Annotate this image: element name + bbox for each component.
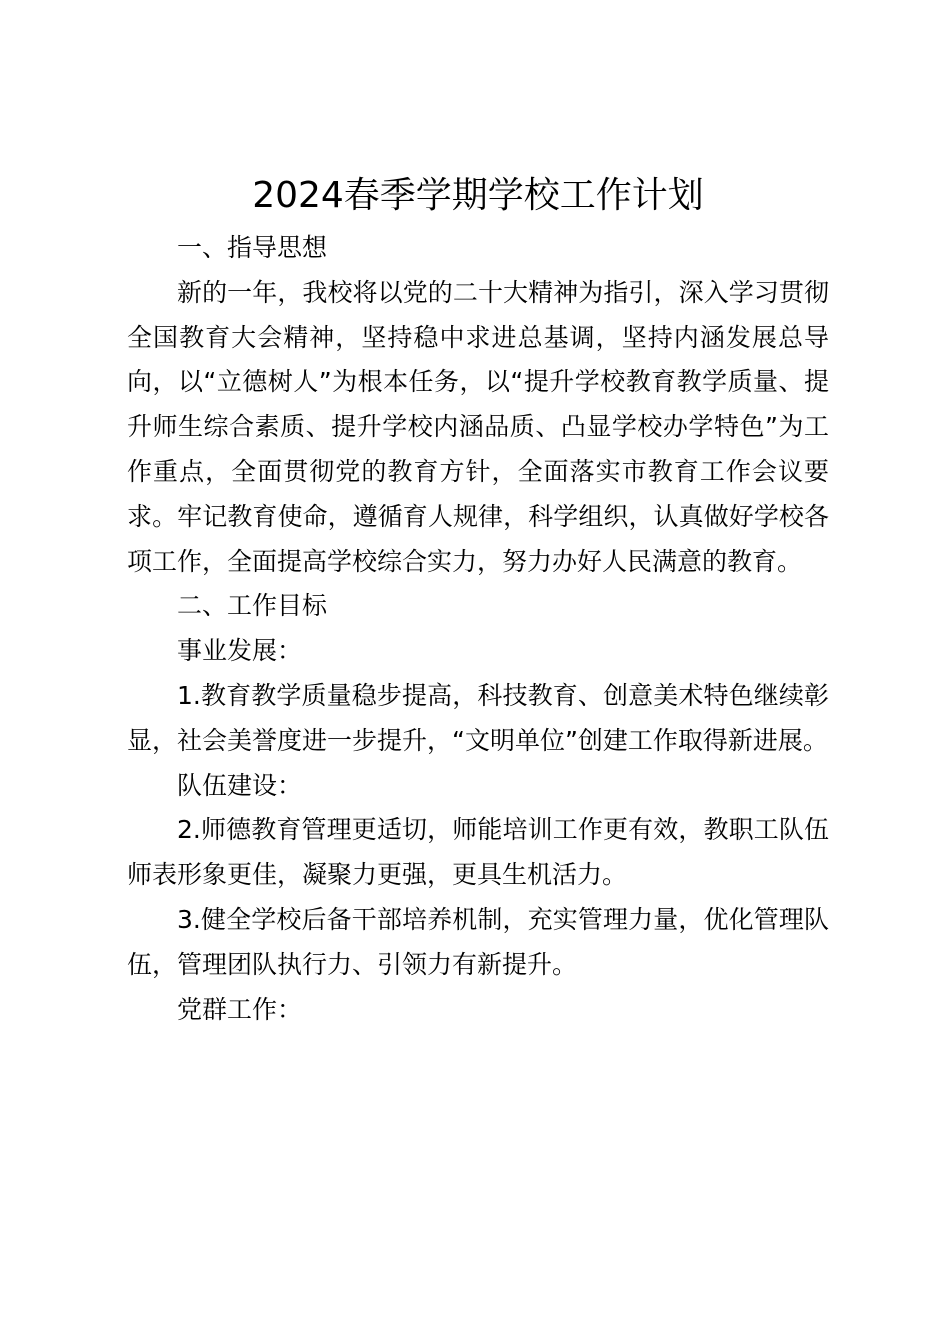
- document-page: [127, 170, 829, 1032]
- paragraph-goal-2: 2.师德教育管理更适切，师能培训工作更有效，教职工队伍师表形象更佳，凝聚力更强，更具生机活力。: [127, 815, 829, 890]
- subheading-party-work: 党群工作：: [177, 994, 303, 1024]
- subheading-development: 事业发展：: [177, 636, 303, 666]
- section-heading-work-goals: 二、工作目标: [177, 591, 328, 621]
- paragraph-goal-3: 3.健全学校后备干部培养机制，充实管理力量，优化管理队伍，管理团队执行力、引领力有新提升。: [127, 904, 829, 979]
- paragraph-goal-1: 1.教育教学质量稳步提高，科技教育、创意美术特色继续彰显，社会美誉度进一步提升，“文明单位”创建工作取得新进展。: [127, 680, 829, 755]
- document-title: 2024春季学期学校工作计划: [252, 175, 704, 216]
- paragraph-guiding-ideology: 新的一年，我校将以党的二十大精神为指引，深入学习贯彻全国教育大会精神，坚持稳中求进总基调，坚持内涵发展总导向，以“立德树人”为根本任务，以“提升学校教育教学质量、提升师生综合素质、提升学校内涵品质、凸显学校办学特色”为工作重点，全面贯彻党的教育方针，全面落实市教育工作会议要求。牢记教育使命，遵循育人规律，科学组织，认真做好学校各项工作，全面提高学校综合实力，努力办好人民满意的教育。: [127, 277, 829, 576]
- section-heading-guiding-ideology: 一、指导思想: [177, 233, 328, 262]
- subheading-team-building: 队伍建设：: [177, 770, 303, 800]
